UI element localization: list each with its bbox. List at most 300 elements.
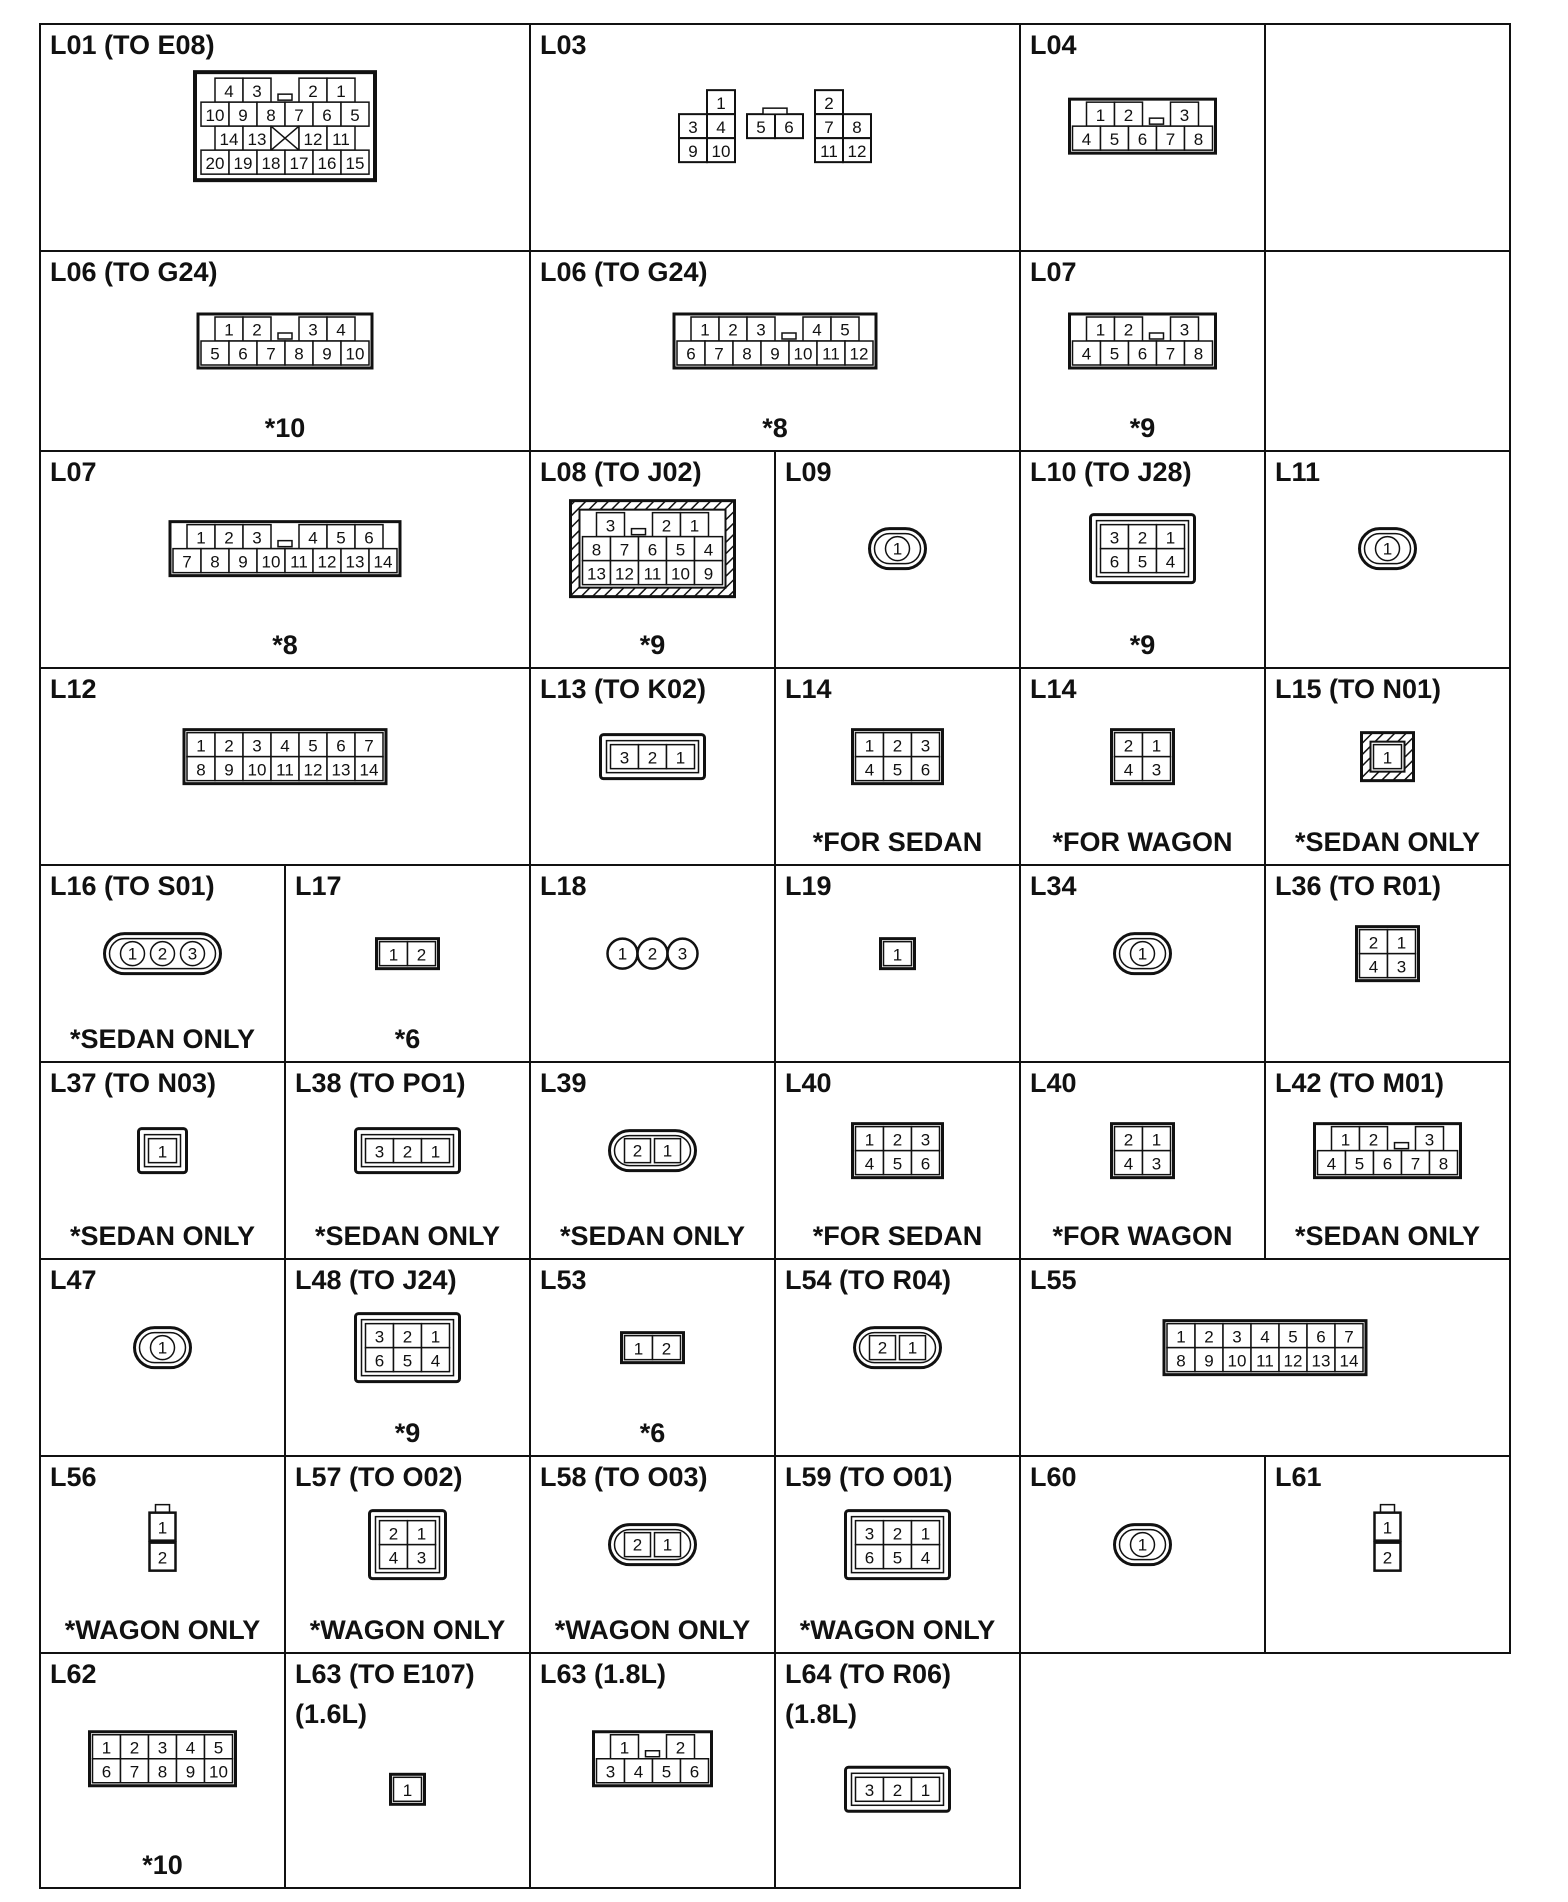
pin-number: 3 xyxy=(252,81,262,101)
pin-number: 20 xyxy=(205,153,225,173)
connector-cell-l57 xyxy=(285,1456,530,1653)
connector-label: L58 (TO O03) xyxy=(540,1462,708,1492)
connector-cell-l10 xyxy=(1020,451,1265,668)
pin-number: 1 xyxy=(1176,1327,1186,1347)
pin-number: 7 xyxy=(129,1762,140,1782)
connector-label: L36 (TO R01) xyxy=(1275,871,1442,901)
pin-number: 2 xyxy=(416,945,427,965)
pin-number: 13 xyxy=(331,760,351,780)
pin-number: 4 xyxy=(1260,1327,1270,1347)
connector-cell-l38 xyxy=(285,1062,530,1259)
pin-number: 7 xyxy=(1165,129,1176,149)
pin-number: 2 xyxy=(675,1738,686,1758)
pin-number: 4 xyxy=(1123,1154,1134,1174)
pin-number: 3 xyxy=(688,117,698,137)
pin-number: 6 xyxy=(1137,344,1148,364)
connector-cell-l53 xyxy=(530,1259,775,1456)
connector-label: L39 xyxy=(540,1068,587,1098)
pin-number: 1 xyxy=(633,1339,644,1359)
pin-number: 1 xyxy=(907,1338,918,1358)
pin-number: 1 xyxy=(662,1535,673,1555)
pin-number: 3 xyxy=(1179,105,1190,125)
pin-number: 10 xyxy=(671,564,690,584)
connector-label: L55 xyxy=(1030,1265,1077,1295)
pin-number: 11 xyxy=(1256,1351,1274,1371)
pin-number: 10 xyxy=(261,552,281,572)
connector-note: *10 xyxy=(264,413,306,443)
pin-number: 10 xyxy=(209,1762,228,1782)
pin-number: 6 xyxy=(784,117,794,137)
pin-number: 1 xyxy=(388,945,399,965)
connector-cell-l13 xyxy=(530,668,775,865)
pin-number: 3 xyxy=(252,528,262,548)
pin-number: 2 xyxy=(1137,528,1148,548)
pin-number: 6 xyxy=(1316,1327,1326,1347)
pin-number: 3 xyxy=(1396,957,1407,977)
pin-number: 10 xyxy=(1227,1351,1247,1371)
connector-label: L09 xyxy=(785,457,832,487)
pin-number: 1 xyxy=(196,736,206,756)
connector-note: *9 xyxy=(394,1418,421,1448)
connector-note: *SEDAN ONLY xyxy=(69,1221,256,1251)
pin-number: 3 xyxy=(619,748,630,768)
pin-number: 12 xyxy=(849,344,869,364)
pin-number: 15 xyxy=(345,153,365,173)
pin-number: 1 xyxy=(430,1142,441,1162)
pin-number: 10 xyxy=(345,344,365,364)
connector-cell-l16 xyxy=(40,865,285,1062)
pin-number: 2 xyxy=(1382,1548,1393,1568)
pin-number: 7 xyxy=(619,540,630,560)
pin-number: 13 xyxy=(587,564,606,584)
connector-cell-l06a xyxy=(40,251,530,451)
pin-number: 4 xyxy=(430,1351,441,1371)
pin-number: 11 xyxy=(276,760,294,780)
pin-number: 2 xyxy=(157,944,168,964)
pin-number: 4 xyxy=(388,1548,399,1568)
pin-number: 3 xyxy=(605,516,616,536)
connector-cell-l58 xyxy=(530,1456,775,1653)
pin-number: 9 xyxy=(238,552,248,572)
connector-label: L57 (TO O02) xyxy=(295,1462,463,1492)
cell-border xyxy=(1265,24,1510,251)
connector-cell-l42 xyxy=(1265,1062,1510,1259)
pin-number: 5 xyxy=(336,528,346,548)
pin-number: 12 xyxy=(615,564,634,584)
pin-number: 1 xyxy=(1382,1518,1393,1538)
pin-number: 8 xyxy=(742,344,752,364)
pin-number: 2 xyxy=(1123,320,1134,340)
pin-number: 1 xyxy=(224,320,234,340)
connector-label: L56 xyxy=(50,1462,97,1492)
pin-number: 2 xyxy=(877,1338,888,1358)
pin-number: 8 xyxy=(852,117,862,137)
pin-number: 2 xyxy=(892,1130,903,1150)
connector-label: L34 xyxy=(1030,871,1077,901)
pin-number: 7 xyxy=(182,552,192,572)
pin-number: 1 xyxy=(1340,1130,1351,1150)
pin-number: 3 xyxy=(416,1548,427,1568)
connector-cell-l59 xyxy=(775,1456,1020,1653)
pin-number: 1 xyxy=(1382,748,1393,768)
connector-cell-l36 xyxy=(1265,865,1510,1062)
pin-number: 6 xyxy=(374,1351,385,1371)
pin-number: 11 xyxy=(822,344,840,364)
pin-number: 2 xyxy=(647,748,658,768)
pin-number: 6 xyxy=(1382,1154,1393,1174)
pin-number: 5 xyxy=(892,1548,903,1568)
pin-number: 3 xyxy=(920,1130,931,1150)
connector-cell-l15 xyxy=(1265,668,1510,865)
connector-note: *SEDAN ONLY xyxy=(1294,827,1481,857)
connector-note: *WAGON ONLY xyxy=(309,1615,506,1645)
connector-label: L53 xyxy=(540,1265,587,1295)
latch-lock xyxy=(646,1751,660,1757)
pin-number: 4 xyxy=(1081,129,1092,149)
connector-label: L14 xyxy=(785,674,832,704)
connector-cell-l09 xyxy=(775,451,1020,668)
connector-label: L01 (TO E08) xyxy=(50,30,215,60)
pin-number: 5 xyxy=(210,344,220,364)
pin-number: 9 xyxy=(770,344,780,364)
connector-cell-l40b xyxy=(1020,1062,1265,1259)
connector-cell-l14b xyxy=(1020,668,1265,865)
connector-label: L59 (TO O01) xyxy=(785,1462,953,1492)
pin-number: 1 xyxy=(416,1524,427,1544)
pin-number: 10 xyxy=(205,105,225,125)
pin-number: 13 xyxy=(247,129,267,149)
pin-number: 1 xyxy=(157,1338,168,1358)
pin-number: 4 xyxy=(920,1548,931,1568)
pin-number: 6 xyxy=(336,736,346,756)
pin-number: 9 xyxy=(224,760,234,780)
connector-cell-l64 xyxy=(775,1653,1020,1888)
connector-label: L19 xyxy=(785,871,832,901)
pin-number: 14 xyxy=(1339,1351,1359,1371)
pin-number: 2 xyxy=(647,944,658,964)
pin-number: 14 xyxy=(219,129,239,149)
pin-number: 4 xyxy=(185,1738,196,1758)
pin-number: 8 xyxy=(1176,1351,1186,1371)
connector-cell-l01 xyxy=(40,24,530,251)
connector-cell-l17 xyxy=(285,865,530,1062)
pin-number: 1 xyxy=(1151,1130,1162,1150)
connector-cell-l19 xyxy=(775,865,1020,1062)
connector-note: *WAGON ONLY xyxy=(64,1615,261,1645)
latch-lock xyxy=(632,529,646,535)
connector-cell-l60 xyxy=(1020,1456,1265,1653)
pin-number: 8 xyxy=(1193,129,1204,149)
pin-number: 2 xyxy=(402,1327,413,1347)
connector-label: L48 (TO J24) xyxy=(295,1265,457,1295)
connector-label: L04 xyxy=(1030,30,1077,60)
pin-number: 5 xyxy=(402,1351,413,1371)
connector-note: *FOR WAGON xyxy=(1052,1221,1233,1251)
pin-number: 1 xyxy=(617,944,628,964)
pin-number: 13 xyxy=(1311,1351,1331,1371)
pin-number: 5 xyxy=(892,1154,903,1174)
pin-number: 2 xyxy=(892,1781,903,1801)
pin-number: 4 xyxy=(1326,1154,1337,1174)
pin-number: 2 xyxy=(129,1738,140,1758)
latch-lock xyxy=(1150,118,1164,124)
pin-number: 5 xyxy=(1109,344,1120,364)
pin-number: 1 xyxy=(430,1327,441,1347)
pin-number: 11 xyxy=(820,141,838,161)
connector-note: *6 xyxy=(639,1418,666,1448)
connector-cell-l18 xyxy=(530,865,775,1062)
connector-label: L06 (TO G24) xyxy=(540,257,708,287)
connector-label: L16 (TO S01) xyxy=(50,871,215,901)
pin-number: 3 xyxy=(187,944,198,964)
pin-number: 4 xyxy=(336,320,346,340)
pin-number: 3 xyxy=(864,1781,875,1801)
pin-number: 6 xyxy=(689,1762,700,1782)
pin-number: 1 xyxy=(864,736,875,756)
pin-number: 3 xyxy=(252,736,262,756)
pin-number: 1 xyxy=(716,93,726,113)
pin-number: 2 xyxy=(824,93,834,113)
connector-label: L64 (TO R06) xyxy=(785,1659,952,1689)
pin-number: 5 xyxy=(1137,552,1148,572)
pin-number: 2 xyxy=(728,320,738,340)
pin-number: 1 xyxy=(700,320,710,340)
pin-number: 1 xyxy=(675,748,686,768)
connector-label: L10 (TO J28) xyxy=(1030,457,1192,487)
pin-number: 7 xyxy=(266,344,276,364)
connector-cell-l08 xyxy=(530,451,775,668)
connector-cell-l61 xyxy=(1265,1456,1510,1653)
connector-cell-l06b xyxy=(530,251,1020,451)
pin-number: 2 xyxy=(1123,736,1134,756)
connector-label: L63 (TO E107) xyxy=(295,1659,475,1689)
pin-number: 1 xyxy=(157,1518,168,1538)
pin-number: 16 xyxy=(317,153,337,173)
pin-number: 19 xyxy=(233,153,253,173)
connector-label: L62 xyxy=(50,1659,97,1689)
pin-number: 9 xyxy=(688,141,698,161)
pin-number: 1 xyxy=(892,539,903,559)
pin-number: 1 xyxy=(1382,539,1393,559)
connector-label: L07 xyxy=(50,457,97,487)
pin-number: 1 xyxy=(619,1738,630,1758)
connector-note: *SEDAN ONLY xyxy=(559,1221,746,1251)
pin-number: 1 xyxy=(864,1130,875,1150)
pin-number: 6 xyxy=(364,528,374,548)
pin-number: 1 xyxy=(1165,528,1176,548)
connector-note: *FOR SEDAN xyxy=(812,1221,983,1251)
pin-number: 9 xyxy=(185,1762,196,1782)
connector-cell-_empty1 xyxy=(1265,251,1510,451)
pin-number: 10 xyxy=(711,141,731,161)
pin-number: 7 xyxy=(824,117,834,137)
pin-number: 3 xyxy=(308,320,318,340)
pin-number: 1 xyxy=(920,1781,931,1801)
pin-number: 18 xyxy=(261,153,281,173)
pin-number: 8 xyxy=(591,540,602,560)
pin-number: 2 xyxy=(1368,1130,1379,1150)
pin-number: 4 xyxy=(224,81,234,101)
pin-number: 4 xyxy=(716,117,726,137)
connector-cell-l07b xyxy=(40,451,530,668)
pin-number: 6 xyxy=(920,1154,931,1174)
connector-variant-label: (1.6L) xyxy=(295,1699,368,1729)
pin-number: 13 xyxy=(345,552,365,572)
pin-number: 17 xyxy=(289,153,309,173)
pin-number: 11 xyxy=(643,564,662,584)
pin-number: 7 xyxy=(364,736,374,756)
connector-label: L03 xyxy=(540,30,587,60)
pin-number: 12 xyxy=(1283,1351,1303,1371)
pin-number: 2 xyxy=(632,1535,643,1555)
pin-number: 1 xyxy=(1396,933,1407,953)
pin-number: 5 xyxy=(350,105,360,125)
pin-number: 1 xyxy=(1095,105,1106,125)
pin-number: 1 xyxy=(196,528,206,548)
pin-number: 8 xyxy=(210,552,220,572)
pin-number: 12 xyxy=(303,760,323,780)
pin-number: 6 xyxy=(864,1548,875,1568)
connector-label: L61 xyxy=(1275,1462,1322,1492)
pin-number: 3 xyxy=(1232,1327,1242,1347)
pin-number: 9 xyxy=(703,564,714,584)
connector-cell-l54 xyxy=(775,1259,1020,1456)
connector-cell-l14a xyxy=(775,668,1020,865)
latch-lock xyxy=(1395,1143,1409,1149)
pin-number: 1 xyxy=(892,945,903,965)
pin-number: 5 xyxy=(892,760,903,780)
connector-note: *6 xyxy=(394,1024,421,1054)
connector-label: L40 xyxy=(785,1068,832,1098)
pin-number: 1 xyxy=(336,81,346,101)
pin-number: 2 xyxy=(892,1524,903,1544)
connector-note: *FOR SEDAN xyxy=(812,827,983,857)
connector-cell-_empty0 xyxy=(1265,24,1510,251)
connector-cell-l34 xyxy=(1020,865,1265,1062)
connector-note: *9 xyxy=(1129,413,1156,443)
pin-number: 5 xyxy=(1354,1154,1365,1174)
pin-number: 7 xyxy=(294,105,304,125)
pin-number: 5 xyxy=(1109,129,1120,149)
pin-number: 2 xyxy=(892,736,903,756)
pin-number: 9 xyxy=(238,105,248,125)
pin-number: 11 xyxy=(290,552,308,572)
pin-number: 3 xyxy=(677,944,688,964)
pin-number: 4 xyxy=(633,1762,644,1782)
pin-number: 7 xyxy=(714,344,724,364)
pin-number: 2 xyxy=(402,1142,413,1162)
pin-number: 2 xyxy=(157,1548,168,1568)
connector-cell-l63a xyxy=(285,1653,530,1888)
pin-number: 10 xyxy=(247,760,267,780)
pin-number: 12 xyxy=(303,129,323,149)
connector-label: L37 (TO N03) xyxy=(50,1068,217,1098)
pin-number: 3 xyxy=(374,1327,385,1347)
pin-number: 8 xyxy=(1193,344,1204,364)
connector-note: *SEDAN ONLY xyxy=(1294,1221,1481,1251)
pin-number: 11 xyxy=(332,129,350,149)
pin-number: 7 xyxy=(1410,1154,1421,1174)
connector-note: *WAGON ONLY xyxy=(799,1615,996,1645)
connector-cell-l12 xyxy=(40,668,530,865)
pin-number: 1 xyxy=(402,1781,413,1801)
pin-number: 7 xyxy=(1344,1327,1354,1347)
pin-number: 1 xyxy=(1095,320,1106,340)
pin-number: 3 xyxy=(1424,1130,1435,1150)
connector-cell-l62 xyxy=(40,1653,285,1888)
pin-number: 4 xyxy=(280,736,290,756)
pin-number: 5 xyxy=(661,1762,672,1782)
pin-number: 6 xyxy=(647,540,658,560)
connector-note: *10 xyxy=(142,1850,183,1880)
latch-lock xyxy=(278,333,292,339)
pin-number: 2 xyxy=(1368,933,1379,953)
connector-label: L17 xyxy=(295,871,342,901)
pin-number: 4 xyxy=(1368,957,1379,977)
connector-cell-l07a xyxy=(1020,251,1265,451)
pin-number: 6 xyxy=(322,105,332,125)
connector-label: L08 (TO J02) xyxy=(540,457,702,487)
pin-number: 10 xyxy=(793,344,813,364)
pin-number: 1 xyxy=(1151,736,1162,756)
pin-number: 12 xyxy=(847,141,867,161)
pin-number: 3 xyxy=(605,1762,616,1782)
pin-number: 1 xyxy=(157,1142,168,1162)
connector-label: L07 xyxy=(1030,257,1077,287)
pin-number: 8 xyxy=(157,1762,168,1782)
connector-label: L60 xyxy=(1030,1462,1077,1492)
connector-cell-l48 xyxy=(285,1259,530,1456)
pin-number: 5 xyxy=(1288,1327,1298,1347)
pin-number: 4 xyxy=(703,540,714,560)
connector-cell-l39 xyxy=(530,1062,775,1259)
connector-label: L63 (1.8L) xyxy=(540,1659,667,1689)
pin-number: 4 xyxy=(812,320,822,340)
pin-number: 7 xyxy=(1165,344,1176,364)
pin-number: 3 xyxy=(756,320,766,340)
pin-number: 2 xyxy=(224,528,234,548)
pin-number: 2 xyxy=(308,81,318,101)
pin-number: 4 xyxy=(1081,344,1092,364)
connector-label: L18 xyxy=(540,871,587,901)
pin-number: 1 xyxy=(662,1141,673,1161)
pin-number: 3 xyxy=(920,736,931,756)
pin-number: 2 xyxy=(1123,1130,1134,1150)
latch-lock xyxy=(782,333,796,339)
pin-number: 6 xyxy=(238,344,248,364)
pin-number: 8 xyxy=(266,105,276,125)
pin-number: 6 xyxy=(686,344,696,364)
pin-number: 4 xyxy=(864,1154,875,1174)
connector-label: L38 (TO PO1) xyxy=(295,1068,466,1098)
pin-number: 5 xyxy=(213,1738,224,1758)
connector-cell-l04 xyxy=(1020,24,1265,251)
connector-note: *8 xyxy=(762,413,788,443)
latch-lock xyxy=(1150,333,1164,339)
pin-number: 2 xyxy=(632,1141,643,1161)
pin-number: 2 xyxy=(1204,1327,1214,1347)
pin-number: 1 xyxy=(1137,1535,1148,1555)
pin-number: 3 xyxy=(374,1142,385,1162)
pin-number: 2 xyxy=(224,736,234,756)
connector-note: *9 xyxy=(639,630,666,660)
connector-label: L42 (TO M01) xyxy=(1275,1068,1445,1098)
connector-variant-label: (1.8L) xyxy=(785,1699,858,1729)
connector-note: *9 xyxy=(1129,630,1156,660)
pin-number: 2 xyxy=(661,1339,672,1359)
pin-number: 1 xyxy=(101,1738,112,1758)
pin-number: 1 xyxy=(689,516,700,536)
